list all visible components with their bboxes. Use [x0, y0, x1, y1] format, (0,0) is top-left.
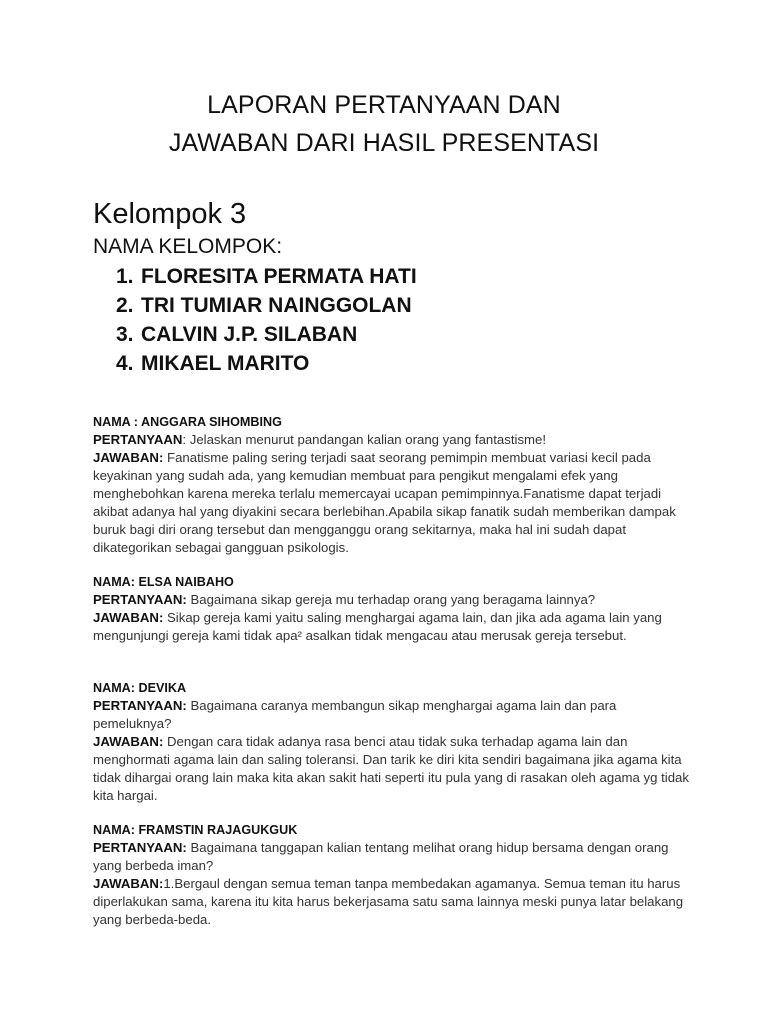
answer — [93, 609, 693, 645]
question-label: PERTANYAAN: — [93, 698, 187, 713]
title-line-1: LAPORAN PERTANYAAN DAN — [207, 91, 561, 119]
qa-entry — [93, 573, 693, 645]
title-line-2: JAWABAN DARI HASIL PRESENTASI — [168, 129, 600, 157]
answer-text: Sikap gereja kami yaitu saling menghargai agama lain, dan jika ada agama lain yang mengunjungi gereja kami tidak apa² asalkan tidak mengacau atau merusak gereja tersebut. — [93, 610, 662, 643]
question — [93, 839, 693, 875]
member-number: 1. — [116, 265, 134, 288]
asker-name: NAMA : ANGGARA SIHOMBING — [93, 415, 282, 429]
question-text: Bagaimana caranya membangun sikap menghargai agama lain dan para pemeluknya? — [93, 698, 617, 731]
answer-text: Dengan cara tidak adanya rasa benci atau tidak suka terhadap agama lain dan menghormati agama lain dan saling toleransi. Dan tarik ke diri kita sendiri bagaimana jika agama kita tidak dihargai orang lain maka kita akan sakit hati seperti itu pula yang di rasakan oleh agama yg tidak kita hargai. — [93, 734, 689, 803]
member-number: 4. — [116, 352, 134, 375]
member-name: TRI TUMIAR NAINGGOLAN — [141, 294, 412, 317]
question — [93, 591, 693, 609]
answer — [93, 733, 693, 805]
asker-name: NAMA: FRAMSTIN RAJAGUKGUK — [93, 823, 298, 837]
question-text: Bagaimana tanggapan kalian tentang melihat orang hidup bersama dengan orang yang berbeda iman? — [93, 840, 669, 873]
question — [93, 697, 693, 733]
document-title — [0, 86, 768, 162]
member-number: 2. — [116, 294, 134, 317]
member-item — [116, 291, 417, 320]
question-text: : Jelaskan menurut pandangan kalian orang yang fantastisme! — [182, 432, 547, 447]
qa-entry — [93, 679, 693, 805]
member-name: CALVIN J.P. SILABAN — [141, 323, 358, 346]
qa-entry — [93, 821, 693, 929]
question-label: PERTANYAAN — [93, 432, 183, 447]
asker-name: NAMA: DEVIKA — [93, 681, 187, 695]
question — [93, 431, 693, 449]
answer-label: JAWABAN: — [93, 734, 164, 749]
answer-label: JAWABAN: — [93, 610, 164, 625]
question-label: PERTANYAAN: — [93, 840, 187, 855]
member-list — [116, 262, 417, 378]
question-label: PERTANYAAN: — [93, 592, 187, 607]
member-item — [116, 320, 417, 349]
answer-label: JAWABAN: — [93, 876, 164, 891]
member-name: MIKAEL MARITO — [141, 352, 310, 375]
member-number: 3. — [116, 323, 134, 346]
asker-name: NAMA: ELSA NAIBAHO — [93, 575, 234, 589]
question-text: Bagaimana sikap gereja mu terhadap orang yang beragama lainnya? — [186, 592, 596, 607]
qa-entry — [93, 413, 693, 557]
member-name: FLORESITA PERMATA HATI — [141, 265, 417, 288]
answer — [93, 875, 693, 929]
answer-label: JAWABAN: — [93, 450, 164, 465]
answer-text: 1.Bergaul dengan semua teman tanpa membedakan agamanya. Semua teman itu harus diperlakukan sama, karena itu kita harus bekerjasama satu sama lainnya meski punya latar belakang yang berbeda-beda. — [93, 876, 684, 927]
member-item — [116, 349, 417, 378]
group-heading: Kelompok 3 — [93, 198, 247, 230]
answer — [93, 449, 693, 557]
members-label: NAMA KELOMPOK: — [93, 235, 283, 258]
answer-text: Fanatisme paling sering terjadi saat seorang pemimpin membuat variasi kecil pada keyakinan yang sudah ada, yang kemudian membuat para pengikut mengalami efek yang menghebohkan karena mereka terlalu memercayai ucapan pemimpinnya.Fanatisme dapat terjadi akibat adanya hal yang diyakini secara berlebihan.Apabila sikap fanatik sudah memberikan dampak buruk bagi diri orang tersebut dan mengganggu orang sekitarnya, maka hal ini sudah dapat dikategorikan sebagai gangguan psikologis. — [93, 450, 676, 555]
member-item — [116, 262, 417, 291]
